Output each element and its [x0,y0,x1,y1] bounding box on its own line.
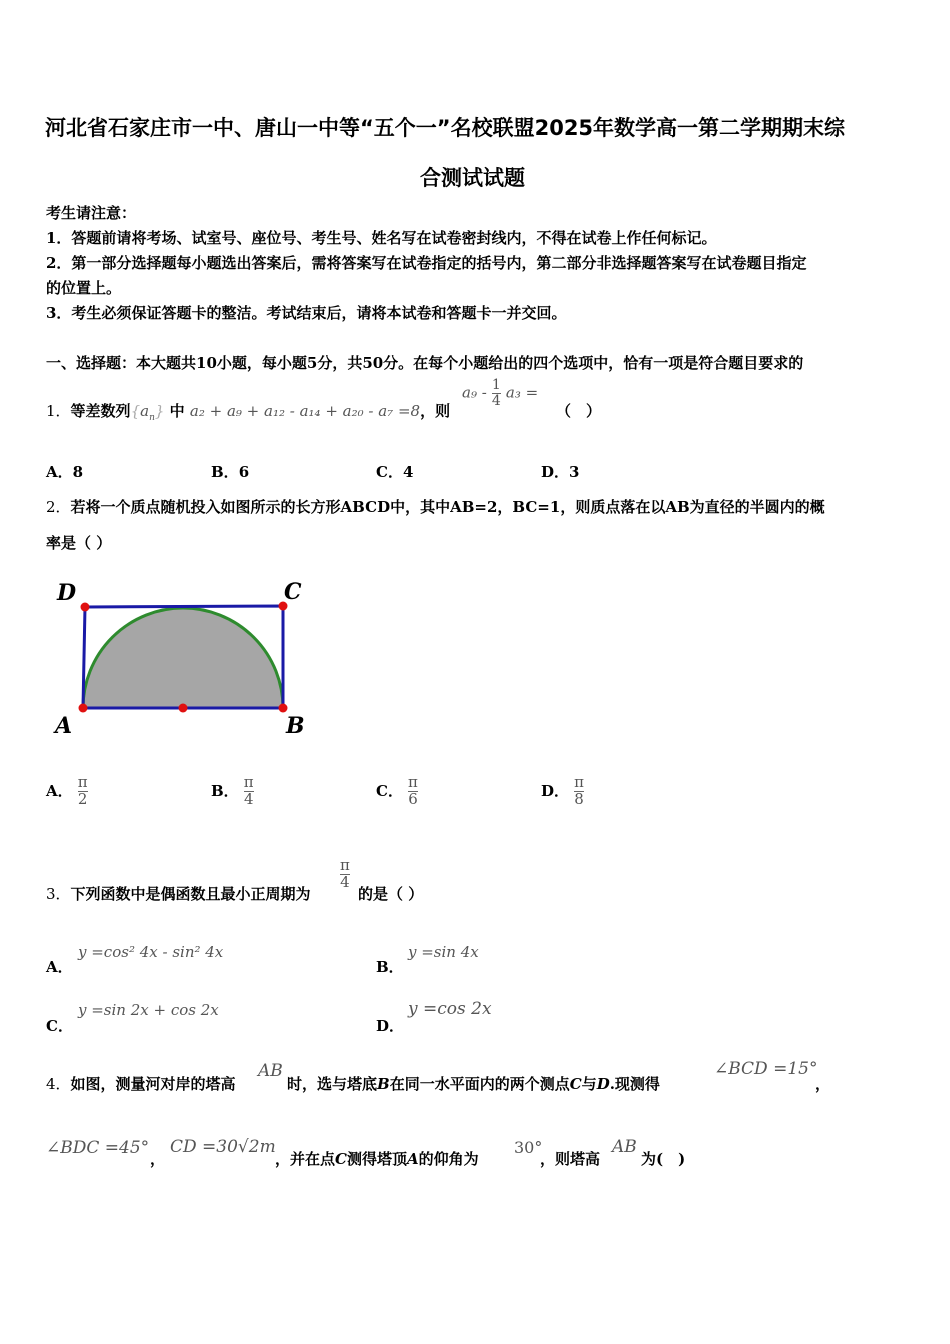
q3-fraction [340,858,350,891]
q1-expr2-a: a₉ - [462,383,487,402]
q3-option-a-letter: A． [46,958,73,976]
label-c: C [284,579,302,605]
q1-option-b-value: 6 [238,463,250,481]
q3-frac-den: 4 [340,872,350,891]
q4-b: B [377,1075,390,1093]
q2-option-c [376,775,418,808]
q4-c: C [569,1075,582,1093]
q4-text-h: 的仰角为 [418,1150,479,1168]
q4-c-2: C [335,1150,347,1168]
q1-option-a-value: 8 [72,463,84,481]
q2-option-d-fraction [574,775,584,808]
q2-option-c-letter: C． [376,781,403,800]
notice-item-2: 2．第一部分选择题每小题选出答案后，需将答案写在试卷指定的括号内，第二部分非选择题答案写在试卷题目指定 [46,254,807,272]
notice-item-1: 1．答题前请将考场、试室号、座位号、考生号、姓名写在试卷密封线内，不得在试卷上作任何标记。 [46,229,717,247]
q1-option-a-letter: A． [46,463,73,481]
q1-option-c [376,461,413,482]
q3-option-d-letter: D． [376,1017,405,1035]
q1-option-d-value: 3 [569,463,580,481]
rectangle-semicircle-figure [40,570,330,750]
q1-seq-close: } [154,402,165,420]
q4-text-j: 为( ) [641,1150,686,1168]
q4-ab-2: AB [612,1137,637,1157]
q2-option-a-letter: A． [46,781,73,800]
q4-text-f: ，并在点 [275,1150,336,1168]
q1-option-b-letter: B． [211,463,239,481]
label-a: A [55,713,73,739]
q2-number: 2． [46,498,71,516]
q1-option-b [211,461,249,482]
q2-option-d-num: π [574,773,584,791]
q3-option-c-expr: y =sin 2x + cos 2x [78,1001,219,1019]
notice-item-2-cont: 的位置上。 [46,279,122,297]
q4-line-2-mid [275,1148,479,1169]
q4-cd-length: CD =30√2m [170,1137,276,1157]
q4-text-g: 测得塔顶 [346,1150,407,1168]
q4-angle-bdc: ∠BDC =45° [46,1138,150,1158]
q1-text-b: 中 [169,402,185,420]
q2-option-a-den: 2 [77,789,88,808]
semicircle-area [83,608,283,708]
q1-blank: （ ） [556,402,602,420]
q2-option-c-den: 6 [408,789,418,808]
section-heading: 一、选择题：本大题共10小题，每小题5分，共50分。在每个小题给出的四个选项中，恰有一项是符合题目要求的 [46,354,804,372]
q2-text-line-1: 若将一个质点随机投入如图所示的长方形ABCD中，其中AB=2，BC=1，则质点落在以AB为直径的半圆内的概 [70,498,825,516]
q4-text-e: .现测得 [609,1075,660,1093]
q4-ab: AB [258,1061,283,1081]
q4-line-1-rest [287,1073,660,1094]
q4-text-d: 与 [581,1075,597,1093]
q4-number: 4． [46,1075,71,1093]
q3-period-fraction [340,858,350,891]
q2-option-b-num: π [243,773,254,791]
q3-option-d-expr: y =cos 2x [408,999,492,1019]
q3-option-b-letter: B． [376,958,404,976]
q2-option-b-letter: B． [211,781,239,800]
q3-frac-num: π [340,856,350,874]
q1-text-a: 等差数列 [70,402,131,420]
q4-text-c: 在同一水平面内的两个测点 [389,1075,570,1093]
q4-text-i: ，则塔高 [540,1150,601,1168]
q1-seq-sub: n [149,413,155,423]
q2-option-a-fraction [78,775,88,808]
q2-option-d-den: 8 [574,789,584,808]
q4-text-b: 时，选与塔底 [287,1075,378,1093]
q1-seq-open: { [130,402,141,420]
q3-number: 3． [46,885,71,903]
q1-frac-num: 1 [491,377,501,393]
q3-option-b-expr: y =sin 4x [408,943,479,961]
q4-a: A [406,1150,419,1168]
q1-option-d [541,461,579,482]
q1-seq-var: a [140,402,150,420]
question-3 [46,883,311,904]
q1-expression-2 [462,378,538,408]
q1-fraction [492,378,501,408]
q1-expression: a₂ + a₉ + a₁₂ - a₁₄ + a₂₀ - a₇ =8 [189,402,421,420]
q2-text-line-2: 率是（ ） [46,534,112,552]
point-b [279,704,288,713]
q2-option-c-fraction [408,775,418,808]
title-line-2: 合测试试题 [420,166,525,190]
q3-text-b: 的是（ ） [358,885,424,903]
question-1 [46,400,450,423]
point-center [179,704,188,713]
q2-option-b [211,775,254,808]
q4-angle-elevation: 30° [514,1138,543,1157]
q2-option-d-letter: D． [541,781,570,800]
q3-option-c-letter: C． [46,1017,73,1035]
notice-item-3: 3．考生必须保证答题卡的整洁。考试结束后，请将本试卷和答题卡一并交回。 [46,304,567,322]
point-a [79,704,88,713]
q1-option-a [46,461,83,482]
q1-frac-den: 4 [491,392,501,409]
q2-option-c-num: π [408,773,418,791]
question-2 [46,496,825,517]
label-b: B [286,713,305,739]
q1-option-d-letter: D． [541,463,570,481]
q1-option-c-letter: C． [376,463,403,481]
q4-angle-bcd: ∠BCD =15° [714,1059,818,1079]
question-4-line-1 [46,1073,236,1094]
point-d [81,603,90,612]
q4-comma: ， [815,1075,831,1093]
q2-option-a-num: π [77,773,88,791]
q2-option-b-fraction [244,775,254,808]
q1-number: 1． [46,402,71,420]
q1-expr2-b: a₃ = [505,383,539,402]
q2-option-b-den: 4 [243,789,254,808]
q2-option-d [541,775,584,808]
title-line-1: 河北省石家庄市一中、唐山一中等“五个一”名校联盟2025年数学高一第二学期期末综 [45,116,846,140]
notice-heading: 考生请注意： [46,204,137,222]
q2-option-a [46,775,88,808]
q4-d: D [596,1075,610,1093]
q1-text-c: ，则 [420,402,451,420]
q4-comma-2: ， [150,1150,166,1168]
q4-text-a: 如图，测量河对岸的塔高 [70,1075,236,1093]
q3-text-a: 下列函数中是偶函数且最小正周期为 [70,885,311,903]
label-d: D [57,580,77,606]
q3-option-a-expr: y =cos² 4x - sin² 4x [78,943,224,961]
q1-option-c-value: 4 [402,463,414,481]
